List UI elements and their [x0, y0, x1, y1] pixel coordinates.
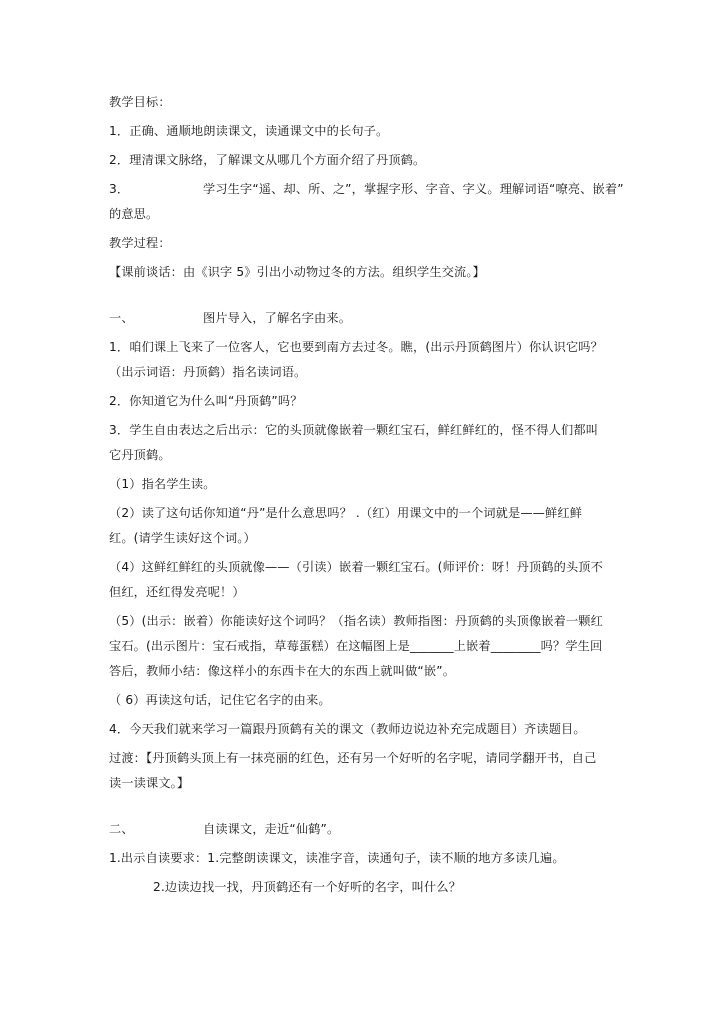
heading-teaching-goals: 教学目标：: [109, 95, 171, 109]
section-2-number: 二、: [109, 822, 134, 836]
transition-line: [109, 749, 620, 767]
pre-class-talk: 【课前谈话：由《识字 5》引出小动物过冬的方法。组织学生交流。】: [109, 265, 485, 279]
section-1-number: 一、: [109, 311, 134, 325]
goal-item-3-number: 3．: [109, 182, 130, 196]
goal-item-3: [109, 180, 624, 198]
paragraph-line: 答后，教师小结：像这样小的东西卡在大的东西上就叫做“嵌”。: [109, 664, 456, 678]
goal-item-2: 2．理清课文脉络，了解课文从哪几个方面介绍了丹顶鹤。: [109, 153, 426, 167]
paragraph-line: （出示词语：丹顶鹤）指名读词语。: [109, 365, 307, 379]
goal-item-1: 1．正确、通顺地朗读课文，读通课文中的长句子。: [109, 124, 389, 138]
section-2-title: 自读课文，走近“仙鹤”。: [203, 822, 340, 836]
paragraph-line: 2．你知道它为什么叫“丹顶鹤”吗？: [109, 394, 303, 408]
section-2-heading: [109, 820, 620, 838]
paragraph-line: 1.出示自读要求：1.完整朗读课文，读准字音，读通句子，读不顺的地方多读几遍。: [109, 851, 565, 865]
paragraph-line: （4）这鲜红鲜红的头顶就像——（引读）嵌着一颗红宝石。(师评价：呀！丹顶鹤的头顶不: [109, 560, 603, 574]
paragraph-line: （1）指名学生读。: [109, 477, 216, 491]
paragraph-line: 但红，还红得发亮呢！）: [109, 585, 245, 599]
transition-label: 过渡：: [109, 751, 147, 765]
paragraph-line: （5）(出示：嵌着）你能读好这个词吗？（指名读）教师指图：丹顶鹤的头顶像嵌着一颗红: [109, 614, 603, 628]
section-1-title: 图片导入，了解名字由来。: [203, 311, 352, 325]
heading-teaching-process: 教学过程：: [109, 236, 171, 250]
paragraph-line: （ 6）再读这句话，记住它名字的由来。: [109, 693, 331, 707]
section-1-heading: [109, 309, 620, 327]
paragraph-line: 2.边读边找一找，丹顶鹤还有一个好听的名字，叫什么？: [153, 880, 462, 894]
paragraph-line: 红。(请学生读好这个词。）: [109, 531, 256, 545]
paragraph-line: 读一读课文。】: [109, 776, 190, 790]
paragraph-line: 它丹顶鹤。: [109, 448, 171, 462]
paragraph-line: 1．咱们课上飞来了一位客人，它也要到南方去过冬。瞧，(出示丹顶鹤图片）你认识它吗？: [109, 340, 603, 354]
paragraph-line: （2）读了这句话你知道“丹”是什么意思吗？ .（红）用课文中的一个词就是——鲜红鲜: [109, 506, 583, 520]
goal-item-3-text: 学习生字“遥、却、所、之”，掌握字形、字音、字义。理解词语“嘹亮、嵌着”: [203, 182, 624, 196]
paragraph-line: 宝石。(出示图片：宝石戒指，草莓蛋糕）在这幅图上是_______上嵌着________吗？学生回: [109, 639, 603, 653]
goal-item-3-cont: 的意思。: [109, 207, 159, 221]
transition-text: 【丹顶鹤头顶上有一抹亮丽的红色，还有另一个好听的名字呢，请同学翻开书，自己: [146, 751, 597, 765]
paragraph-line: 3．学生自由表达之后出示：它的头顶就像嵌着一颗红宝石，鲜红鲜红的，怪不得人们都叫: [109, 423, 599, 437]
paragraph-line: 4．今天我们就来学习一篇跟丹顶鹤有关的课文（教师边说边补充完成题目）齐读题目。: [109, 722, 586, 736]
